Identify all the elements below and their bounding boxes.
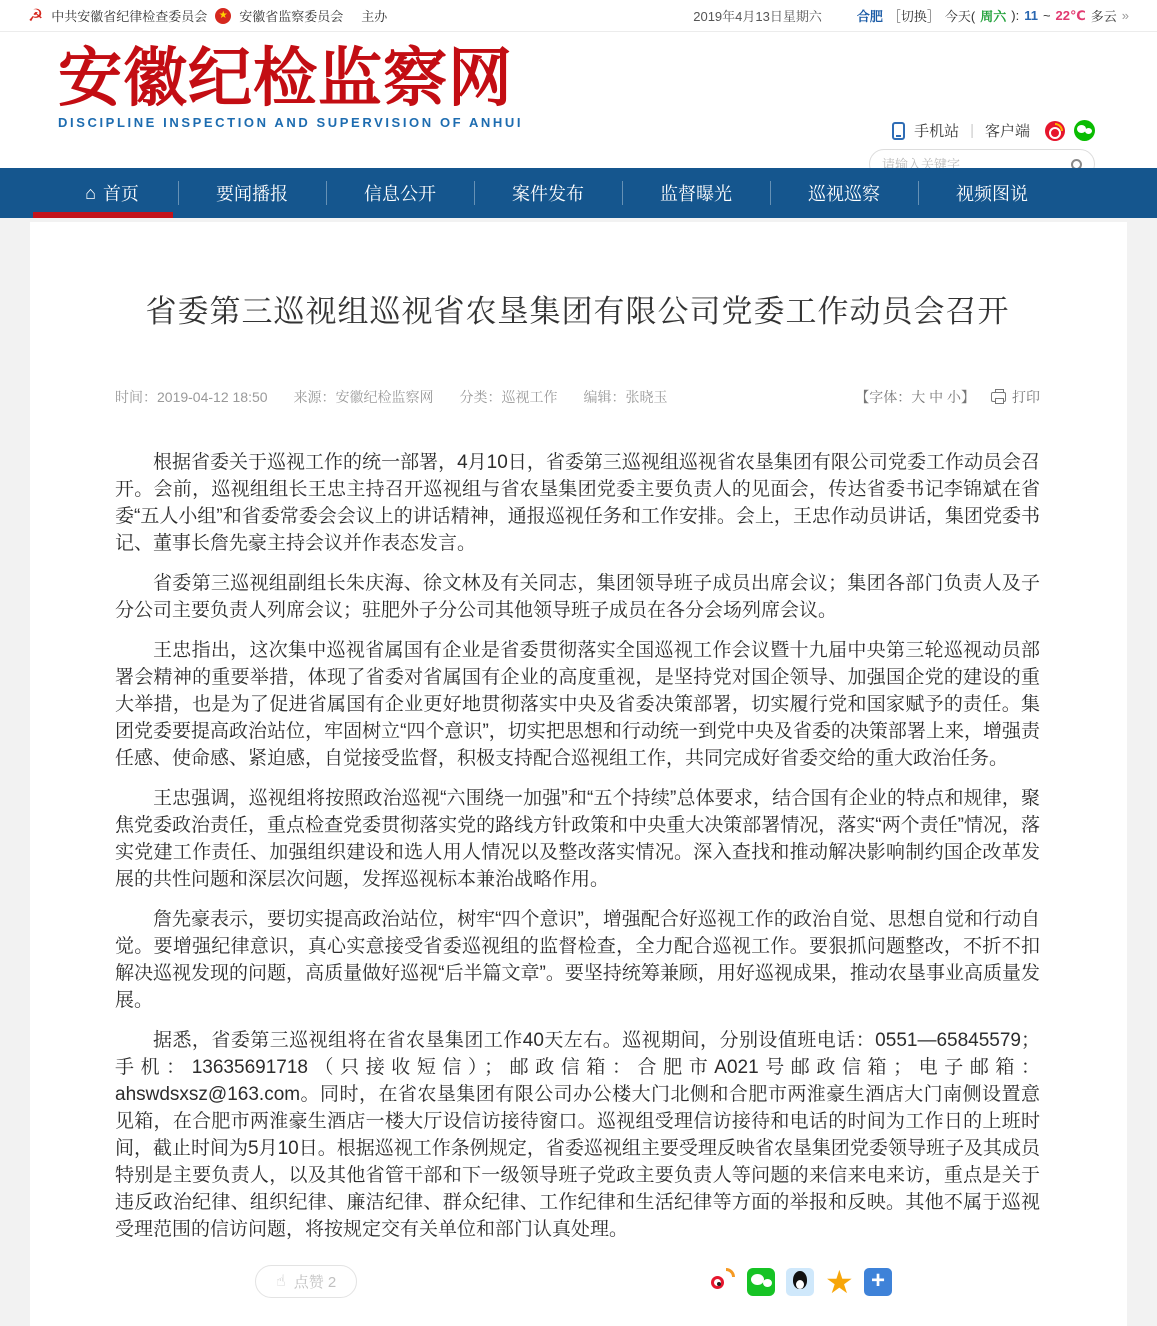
nav-label: 监督曝光 bbox=[660, 184, 732, 204]
article-card bbox=[30, 222, 1127, 1326]
mobile-phone-icon bbox=[892, 122, 905, 140]
site-subtitle: DISCIPLINE INSPECTION AND SUPERVISION OF ANHUI bbox=[58, 115, 524, 131]
weekday-label: 周六 bbox=[980, 9, 1007, 24]
print-button[interactable] bbox=[991, 387, 1040, 407]
share-qq-icon[interactable] bbox=[786, 1268, 814, 1296]
host-label: 主办 bbox=[361, 9, 388, 24]
article-paragraph: 根据省委关于巡视工作的统一部署，4月10日，省委第三巡视组巡视省农垦集团有限公司党委工作动员会召开。会前，巡视组组长王忠主持召开巡视组与省农垦集团党委主要负责人的见面会，传达省委书记李锦斌在省委“五人小组”和省委常委会会议上的讲话精神，通报巡视任务和工作安排。会上，王忠作动员讲话，集团党委书记、董事长詹先豪主持会议并作表态发言。 bbox=[115, 452, 1040, 554]
article-body bbox=[115, 449, 1040, 1243]
share-more-icon[interactable]: + bbox=[864, 1268, 892, 1296]
date-weather-bar bbox=[693, 6, 1129, 25]
city-switch-link[interactable]: ［切换］ bbox=[887, 9, 940, 24]
meta-tools bbox=[855, 387, 1040, 407]
today-separator: ): bbox=[1011, 8, 1020, 23]
org-supervision-committee: 安徽省监察委员会 bbox=[239, 9, 344, 24]
meta-time: 时间：2019-04-12 18:50 bbox=[115, 389, 268, 405]
meta-source: 来源：安徽纪检监察网 bbox=[293, 389, 434, 405]
site-header bbox=[0, 32, 1157, 168]
home-icon: ⌂ bbox=[85, 183, 96, 203]
party-emblem-icon: ☭ bbox=[28, 6, 44, 25]
host-orgs bbox=[28, 6, 387, 25]
nav-label: 信息公开 bbox=[364, 184, 436, 204]
share-wechat-icon[interactable] bbox=[747, 1268, 775, 1296]
client-app-link[interactable]: 客户端 bbox=[984, 123, 1030, 140]
nav-item-video[interactable] bbox=[918, 168, 1066, 218]
like-button[interactable] bbox=[255, 1265, 357, 1298]
nav-item-inspection[interactable] bbox=[770, 168, 918, 218]
weibo-icon[interactable] bbox=[1045, 121, 1065, 141]
article-meta bbox=[115, 387, 1040, 407]
article-paragraph: 省委第三巡视组副组长朱庆海、徐文林及有关同志，集团领导班子成员出席会议；集团各部门负责人及子分公司主要负责人列席会议；驻肥外子分公司其他领导班子成员在各分会场列席会议。 bbox=[115, 573, 1040, 621]
temp-low: 11 bbox=[1024, 8, 1038, 23]
font-size-controls[interactable]: 【字体：大 中 小】 bbox=[855, 389, 975, 405]
weather-condition: 多云 bbox=[1090, 9, 1117, 24]
city-link[interactable]: 合肥 bbox=[856, 9, 883, 24]
thumbs-up-icon: ☝ bbox=[276, 1272, 286, 1290]
site-logo[interactable] bbox=[58, 41, 524, 131]
wechat-icon[interactable] bbox=[1074, 120, 1095, 141]
article-title: 省委第三巡视组巡视省农垦集团有限公司党委工作动员会召开 bbox=[145, 294, 1010, 329]
today-prefix: 今天( bbox=[944, 9, 976, 24]
header-tools bbox=[892, 120, 1095, 141]
tools-divider: | bbox=[970, 122, 974, 139]
nav-item-home[interactable] bbox=[46, 168, 178, 218]
share-weibo-icon[interactable] bbox=[708, 1268, 736, 1296]
meta-editor: 编辑：张晓玉 bbox=[583, 389, 668, 405]
top-bar bbox=[0, 0, 1157, 32]
nav-item-case-release[interactable] bbox=[474, 168, 622, 218]
article-paragraph: 詹先豪表示，要切实提高政治站位，树牢“四个意识”，增强配合好巡视工作的政治自觉、思想自觉和行动自觉。要增强纪律意识，真心实意接受省委巡视组的监督检查，全力配合巡视工作。要狠抓问题整改，不折不扣解决巡视发现的问题，高质量做好巡视“后半篇文章”。要坚持统筹兼顾，用好巡视成果，推动农垦事业高质量发展。 bbox=[115, 909, 1040, 1011]
nav-item-info-disclosure[interactable] bbox=[326, 168, 474, 218]
nav-item-news[interactable] bbox=[178, 168, 326, 218]
nav-label: 视频图说 bbox=[956, 184, 1028, 204]
article-footer bbox=[115, 1265, 1040, 1298]
printer-icon bbox=[991, 392, 1006, 402]
share-bar bbox=[708, 1263, 892, 1300]
nav-label: 巡视巡察 bbox=[808, 184, 880, 204]
main-nav bbox=[0, 168, 1157, 218]
nav-label: 要闻播报 bbox=[216, 184, 288, 204]
nav-label: 案件发布 bbox=[512, 184, 584, 204]
site-name: 安徽纪检监察网 bbox=[58, 41, 513, 116]
mobile-site-link[interactable]: 手机站 bbox=[914, 123, 960, 140]
share-qzone-icon[interactable]: ★ bbox=[825, 1263, 854, 1300]
nav-label: 首页 bbox=[102, 184, 139, 204]
nav-active-indicator bbox=[33, 212, 173, 218]
article-paragraph: 王忠强调，巡视组将按照政治巡视“六围绕一加强”和“五个持续”总体要求，结合国有企业的特点和规律，聚焦党委政治责任，重点检查党委贯彻落实党的路线方针政策和中央重大决策部署情况，落实“两个责任”情况，落实党建工作责任、加强组织建设和选人用人情况以及整改落实情况。深入查找和推动解决影响制约国企改革发展的共性问题和深层次问题，发挥巡视标本兼治战略作用。 bbox=[115, 788, 1040, 890]
weather-more-arrow[interactable]: » bbox=[1121, 8, 1129, 23]
article-paragraph: 王忠指出，这次集中巡视省属国有企业是省委贯彻落实全国巡视工作会议暨十九届中央第三轮巡视动员部署会精神的重要举措，体现了省委对省属国有企业的高度重视，是坚持党对国企领导、加强国企党的建设的重大举措，也是为了促进省属国有企业更好地贯彻落实中央及省委决策部署，切实履行党和国家赋予的责任。集团党委要提高政治站位，牢固树立“四个意识”，切实把思想和行动统一到党中央及省委的决策部署上来，增强责任感、使命感、紧迫感，自觉接受监督，积极支持配合巡视组工作，共同完成好省委交给的重大政治任务。 bbox=[115, 640, 1040, 769]
temp-tilde: ~ bbox=[1042, 8, 1051, 23]
meta-category: 分类：巡视工作 bbox=[459, 389, 558, 405]
print-label: 打印 bbox=[1012, 389, 1040, 405]
temp-high: 22℃ bbox=[1055, 7, 1086, 23]
article-paragraph: 据悉，省委第三巡视组将在省农垦集团工作40天左右。巡视期间，分别设值班电话：0551—65845579；手机：13635691718（只接收短信）；邮政信箱：合肥市A021号邮政信箱；电子邮箱：ahswdsxsz@163.com。同时，在省农垦集团有限公司办公楼大门北侧和合肥市两淮豪生酒店大门南侧设置意见箱，在合肥市两淮豪生酒店一楼大厅设信访接待窗口。巡视组受理信访接待和电话的时间为工作日的上班时间，截止时间为5月10日。根据巡视工作条例规定，省委巡视组主要受理反映省农垦集团党委领导班子及其成员特别是主要负责人，以及其他省管干部和下一级领导班子党政主要负责人等问题的来信来电来访，重点是关于违反政治纪律、组织纪律、廉洁纪律、群众纪律、工作纪律和生活纪律等方面的举报和反映。其他不属于巡视受理范围的信访问题，将按规定交有关单位和部门认真处理。 bbox=[115, 1030, 1040, 1240]
like-label: 点赞 2 bbox=[293, 1274, 337, 1291]
nav-item-supervision-exposure[interactable] bbox=[622, 168, 770, 218]
current-date: 2019年4月13日星期六 bbox=[693, 9, 822, 24]
org-discipline-committee: 中共安徽省纪律检查委员会 bbox=[51, 9, 208, 24]
national-emblem-icon: ★ bbox=[215, 8, 231, 24]
